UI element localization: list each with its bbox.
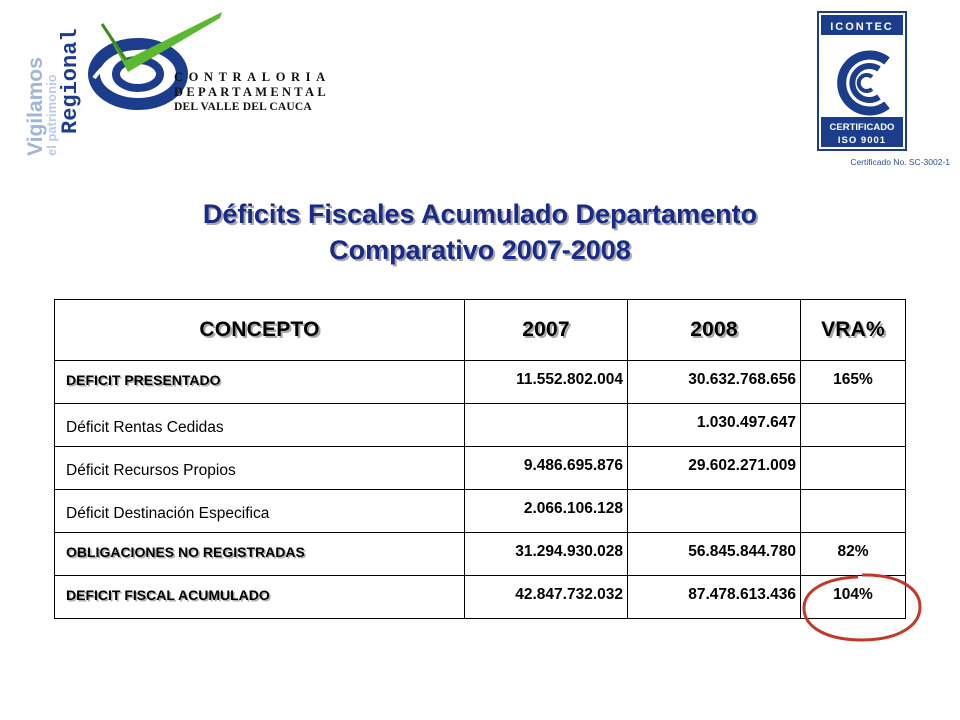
table-row <box>55 576 906 619</box>
header-vra: VRA% <box>801 300 906 361</box>
slogan-word-patrimonio: el patrimonio <box>44 74 59 156</box>
row-value-2007-text: 9.486.695.876 <box>523 457 623 474</box>
icontec-badge <box>817 11 907 151</box>
row-value-2007 <box>465 447 628 490</box>
row-value-2007 <box>465 533 628 576</box>
contraloria-logo-text <box>174 70 334 115</box>
row-value-2008 <box>628 533 801 576</box>
table-row <box>55 490 906 533</box>
row-vra <box>801 576 906 619</box>
table-header-row <box>55 300 906 361</box>
row-concept <box>55 404 465 447</box>
row-concept <box>55 533 465 576</box>
row-value-2008-text: 56.845.844.780 <box>688 543 796 560</box>
row-concept <box>55 490 465 533</box>
page-title <box>0 196 960 268</box>
row-value-2007-text: 42.847.732.032 <box>515 586 623 603</box>
header-concepto: CONCEPTO <box>55 300 465 361</box>
row-vra-text: 104% <box>833 586 873 603</box>
logo-line-departamental: DEPARTAMENTAL <box>174 85 329 99</box>
row-concept-text: DEFICIT FISCAL ACUMULADO <box>66 587 270 603</box>
slogan-vertical <box>14 10 83 158</box>
row-value-2008-text: 29.602.271.009 <box>688 457 796 474</box>
logo-line-contraloria: CONTRALORIA <box>174 70 331 84</box>
table-row <box>55 404 906 447</box>
certificate-number: Certificado No. SC-3002-1 <box>850 157 950 167</box>
row-value-2008-text: 1.030.497.647 <box>696 414 796 431</box>
row-vra-text: 82% <box>837 543 869 560</box>
row-value-2008-text: 87.478.613.436 <box>688 586 796 603</box>
row-value-2008 <box>628 576 801 619</box>
slogan-word-regional: Regional <box>58 28 83 134</box>
row-concept <box>55 447 465 490</box>
row-value-2007-text: 11.552.802.004 <box>516 371 623 388</box>
table-row <box>55 447 906 490</box>
icontec-certificado-text: CERTIFICADO <box>829 122 895 133</box>
logo-line-valle: DEL VALLE DEL CAUCA <box>174 101 312 113</box>
row-value-2007 <box>465 361 628 404</box>
table-row <box>55 361 906 404</box>
header-2007: 2007 <box>465 300 628 361</box>
row-value-2008 <box>628 404 801 447</box>
row-vra <box>801 490 906 533</box>
header-2008: 2008 <box>628 300 801 361</box>
title-line-2: Comparativo 2007-2008 <box>329 235 631 265</box>
row-value-2007 <box>465 576 628 619</box>
icontec-brand-text: ICONTEC <box>830 21 894 33</box>
row-concept-text: OBLIGACIONES NO REGISTRADAS <box>66 544 305 560</box>
slogan-word-vigilamos: Vigilamos <box>24 57 47 156</box>
row-value-2008 <box>628 447 801 490</box>
row-concept-text: Déficit Destinación Especifica <box>66 505 270 522</box>
row-concept-text: Déficit Recursos Propios <box>66 462 236 479</box>
row-value-2007-text: 31.294.930.028 <box>515 543 623 560</box>
deficit-table <box>54 299 906 619</box>
row-vra <box>801 447 906 490</box>
row-vra-text: 165% <box>833 371 873 388</box>
row-vra <box>801 533 906 576</box>
row-value-2008-text: 30.632.768.656 <box>688 371 796 388</box>
row-concept-text: Déficit Rentas Cedidas <box>66 419 224 436</box>
row-concept-text: DEFICIT PRESENTADO <box>66 372 221 388</box>
row-value-2007 <box>465 404 628 447</box>
row-vra <box>801 404 906 447</box>
row-vra <box>801 361 906 404</box>
row-value-2007-text: 2.066.106.128 <box>523 500 623 517</box>
row-value-2008 <box>628 490 801 533</box>
row-value-2007 <box>465 490 628 533</box>
table-row <box>55 533 906 576</box>
row-concept <box>55 576 465 619</box>
row-concept <box>55 361 465 404</box>
title-line-1: Déficits Fiscales Acumulado Departamento <box>202 199 758 229</box>
icontec-iso-text: ISO 9001 <box>837 135 887 146</box>
row-value-2008 <box>628 361 801 404</box>
